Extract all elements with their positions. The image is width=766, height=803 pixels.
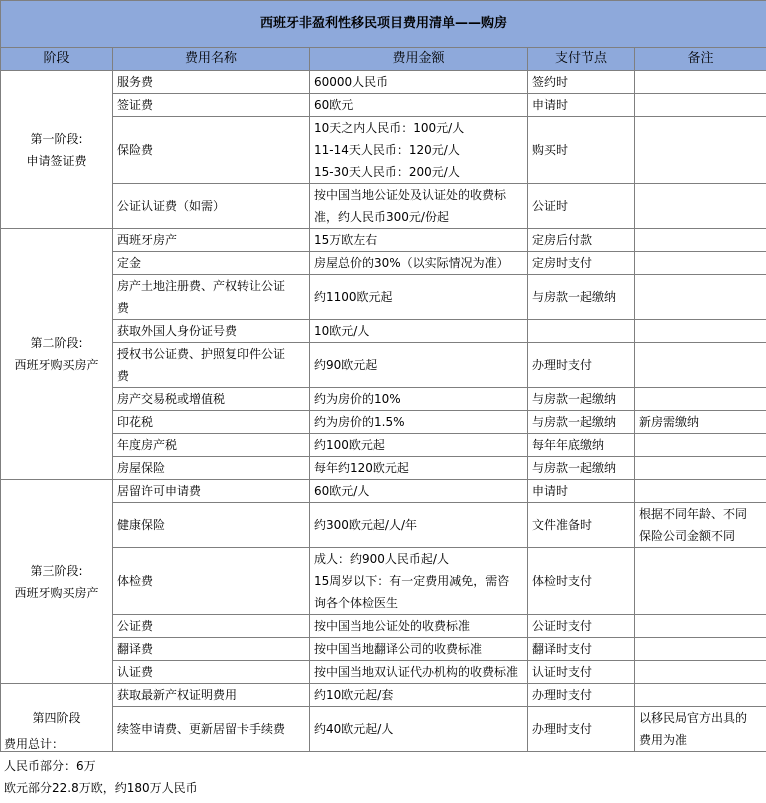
fee-name: 印花税 <box>113 411 310 434</box>
payment-node: 申请时 <box>528 94 635 117</box>
name-line: 授权书公证费、护照复印件公证 <box>117 347 286 361</box>
amount-line: 15周岁以下：有一定费用减免，需咨 <box>314 574 510 588</box>
table-row <box>1 388 766 411</box>
fee-amount: 按中国当地公证处的收费标准 <box>310 615 528 638</box>
table-title: 西班牙非盈利性移民项目费用清单——购房 <box>1 1 766 48</box>
header-payment-node: 支付节点 <box>528 48 635 71</box>
payment-node: 与房款一起缴纳 <box>528 275 635 320</box>
fee-name: 房屋保险 <box>113 457 310 480</box>
remark <box>635 638 766 661</box>
amount-line: 11-14天人民币：120元/人 <box>314 143 460 157</box>
fee-amount: 约40欧元起/人 <box>310 707 528 752</box>
table-row <box>1 434 766 457</box>
payment-node: 申请时 <box>528 480 635 503</box>
fee-name: 获取外国人身份证号费 <box>113 320 310 343</box>
note-line: 以移民局官方出具的 <box>639 711 748 725</box>
table-row <box>1 184 766 229</box>
fee-amount: 每年约120欧元起 <box>310 457 528 480</box>
header-fee-amount: 费用金额 <box>310 48 528 71</box>
fee-amount: 10欧元/人 <box>310 320 528 343</box>
remark <box>635 707 766 752</box>
table-row <box>1 252 766 275</box>
payment-node: 定房后付款 <box>528 229 635 252</box>
table-row <box>1 503 766 548</box>
fee-name: 公证认证费（如需） <box>113 184 310 229</box>
header-stage: 阶段 <box>1 48 113 71</box>
fee-name: 健康保险 <box>113 503 310 548</box>
remark <box>635 343 766 388</box>
fee-name: 认证费 <box>113 661 310 684</box>
table-row <box>1 638 766 661</box>
stage-label: 西班牙购买房产 <box>14 358 99 372</box>
payment-node: 体检时支付 <box>528 548 635 615</box>
note-line: 费用为准 <box>639 733 688 747</box>
remark <box>635 71 766 94</box>
payment-node: 办理时支付 <box>528 684 635 707</box>
table-row <box>1 661 766 684</box>
table-row <box>1 548 766 615</box>
fee-name: 定金 <box>113 252 310 275</box>
remark: 新房需缴纳 <box>635 411 766 434</box>
fee-amount: 约为房价的1.5% <box>310 411 528 434</box>
fee-name: 体检费 <box>113 548 310 615</box>
fee-name: 保险费 <box>113 117 310 184</box>
table-row <box>1 480 766 503</box>
name-line: 费 <box>117 369 130 383</box>
stage-label: 第三阶段: <box>30 563 83 578</box>
payment-node: 认证时支付 <box>528 661 635 684</box>
table-row <box>1 343 766 388</box>
payment-node: 文件准备时 <box>528 503 635 548</box>
fee-amount: 房屋总价的30%（以实际情况为准） <box>310 252 528 275</box>
header-remark: 备注 <box>635 48 766 71</box>
payment-node: 签约时 <box>528 71 635 94</box>
stage-label: 第二阶段: <box>30 336 83 350</box>
title-row <box>1 1 766 48</box>
fee-name: 年度房产税 <box>113 434 310 457</box>
fee-name: 签证费 <box>113 94 310 117</box>
fee-name <box>113 275 310 320</box>
stage-label: 申请签证费 <box>26 153 87 168</box>
fee-amount: 按中国当地翻译公司的收费标准 <box>310 638 528 661</box>
fee-name: 房产交易税或增值税 <box>113 388 310 411</box>
payment-node: 公证时支付 <box>528 615 635 638</box>
remark <box>635 661 766 684</box>
remark <box>635 457 766 480</box>
fee-amount <box>310 548 528 615</box>
remark <box>635 434 766 457</box>
payment-node: 每年年底缴纳 <box>528 434 635 457</box>
remark <box>635 275 766 320</box>
fee-name: 续签申请费、更新居留卡手续费 <box>113 707 310 752</box>
remark <box>635 503 766 548</box>
fee-amount: 约300欧元起/人/年 <box>310 503 528 548</box>
payment-node: 办理时支付 <box>528 707 635 752</box>
fee-amount: 约1100欧元起 <box>310 275 528 320</box>
fee-amount: 约100欧元起 <box>310 434 528 457</box>
table-row <box>1 275 766 320</box>
remark <box>635 229 766 252</box>
fee-amount: 约90欧元起 <box>310 343 528 388</box>
stage-2-cell <box>1 229 113 480</box>
table-row <box>1 411 766 434</box>
remark <box>635 388 766 411</box>
table-row <box>1 229 766 252</box>
fee-amount: 60欧元/人 <box>310 480 528 503</box>
remark <box>635 320 766 343</box>
remark <box>635 252 766 275</box>
fee-name: 公证费 <box>113 615 310 638</box>
payment-node: 购买时 <box>528 117 635 184</box>
eur-total: 欧元部分22.8万欧，约180万人民币 <box>4 781 198 795</box>
payment-node: 办理时支付 <box>528 343 635 388</box>
table-row <box>1 457 766 480</box>
remark <box>635 548 766 615</box>
fee-amount: 60000人民币 <box>310 71 528 94</box>
remark <box>635 117 766 184</box>
fee-amount: 按中国当地双认证代办机构的收费标准 <box>310 661 528 684</box>
fee-name: 西班牙房产 <box>113 229 310 252</box>
fee-amount <box>310 184 528 229</box>
table-row <box>1 94 766 117</box>
stage-label: 第一阶段: <box>30 131 83 146</box>
payment-node: 翻译时支付 <box>528 638 635 661</box>
fee-name <box>113 343 310 388</box>
fee-name: 居留许可申请费 <box>113 480 310 503</box>
fee-name: 翻译费 <box>113 638 310 661</box>
stage-1-cell <box>1 71 113 229</box>
note-line: 根据不同年龄、不同 <box>639 507 748 521</box>
stage-3-cell <box>1 480 113 684</box>
table-row <box>1 117 766 184</box>
amount-line: 准，约人民币300元/份起 <box>314 210 449 224</box>
amount-line: 10天之内人民币：100元/人 <box>314 121 465 135</box>
payment-node: 与房款一起缴纳 <box>528 388 635 411</box>
payment-node <box>528 320 635 343</box>
name-line: 费 <box>117 301 130 315</box>
amount-line: 按中国当地公证处及认证处的收费标 <box>314 188 507 202</box>
remark <box>635 684 766 707</box>
fee-name: 获取最新产权证明费用 <box>113 684 310 707</box>
header-fee-name: 费用名称 <box>113 48 310 71</box>
total-label: 费用总计： <box>4 737 65 751</box>
remark <box>635 480 766 503</box>
table-row <box>1 684 766 707</box>
payment-node: 公证时 <box>528 184 635 229</box>
name-line: 房产土地注册费、产权转让公证 <box>117 279 286 293</box>
payment-node: 与房款一起缴纳 <box>528 457 635 480</box>
fee-amount: 15万欧左右 <box>310 229 528 252</box>
stage-label: 第四阶段 <box>32 710 81 725</box>
table-row <box>1 615 766 638</box>
table-row <box>1 320 766 343</box>
payment-node: 定房时支付 <box>528 252 635 275</box>
amount-line: 询各个体检医生 <box>314 596 399 610</box>
remark <box>635 94 766 117</box>
fee-amount: 60欧元 <box>310 94 528 117</box>
amount-line: 15-30天人民币：200元/人 <box>314 165 460 179</box>
remark <box>635 184 766 229</box>
fee-amount: 约为房价的10% <box>310 388 528 411</box>
stage-label: 西班牙购买房产 <box>14 585 99 600</box>
payment-node: 与房款一起缴纳 <box>528 411 635 434</box>
header-row <box>1 48 766 71</box>
remark <box>635 615 766 638</box>
fee-name: 服务费 <box>113 71 310 94</box>
note-line: 保险公司金额不同 <box>639 529 736 543</box>
fee-amount: 约10欧元起/套 <box>310 684 528 707</box>
amount-line: 成人：约900人民币起/人 <box>314 552 449 566</box>
table-row <box>1 71 766 94</box>
fee-total-summary <box>4 733 198 799</box>
fee-amount <box>310 117 528 184</box>
rmb-total: 人民币部分：6万 <box>4 759 96 773</box>
